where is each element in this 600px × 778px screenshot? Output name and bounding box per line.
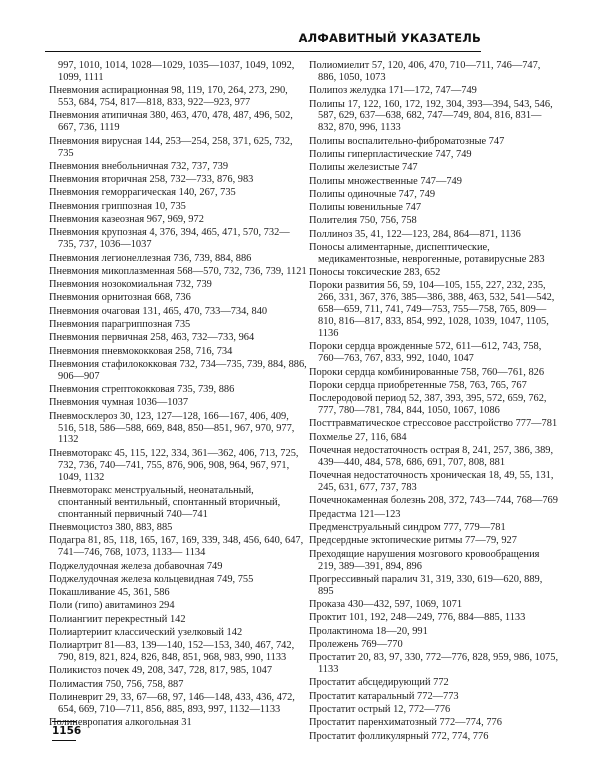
index-entry: Пневмония аспирационная 98, 119, 170, 264, 273, 290, 553, 684, 754, 817—818, 833, 922—923, 977 (49, 85, 288, 109)
index-entry: Пневмония внебольничная 732, 737, 739 (49, 160, 229, 172)
index-entry: Пневмония нозокомиальная 732, 739 (49, 279, 212, 291)
index-entry: Пролактинома 18—20, 991 (309, 625, 428, 637)
index-entry: Полиартрит 81—83, 139—140, 152—153, 340, 467, 742, 790, 819, 821, 824, 826, 848, 851, 968, 983, 990, 1133 (49, 640, 295, 664)
index-entry: Пневмосклероз 30, 123, 127—128, 166—167, 406, 409, 516, 518, 586—588, 669, 848, 850—851, 967, 970, 977, 1132 (49, 410, 295, 446)
index-entry: Почечная недостаточность острая 8, 241, 257, 386, 389, 439—440, 484, 578, 686, 691, 707, 808, 881 (309, 445, 554, 468)
index-entry: Полиангиит перекрестный 142 (49, 613, 186, 625)
index-entry: Простатит катаральный 772—773 (309, 690, 459, 702)
index-entry: Простатит паренхиматозный 772—774, 776 (309, 717, 502, 729)
index-entry: Пневмония очаговая 131, 465, 470, 733—734, 840 (49, 305, 268, 317)
index-entry: Простатит острый 12, 772—776 (309, 703, 451, 715)
index-entry: Пороки развития 56, 59, 104—105, 155, 227, 232, 235, 266, 331, 367, 376, 385—386, 388, 463, 532, 541—542, 658—659, 711, 741, 749—753, 755—758, 765, 809—810, 816—817, 833, 854, 992, 1028, 1039, 1047, 1105, 1136 (309, 280, 555, 340)
index-entry: Полипоз желудка 171—172, 747—749 (309, 85, 477, 97)
index-entry: Поли (гипо) авитаминоз 294 (49, 600, 175, 612)
index-entry-continuation: 997, 1010, 1014, 1028—1029, 1035—1037, 1049, 1092, 1099, 1111 (58, 60, 295, 83)
index-entry: Преходящие нарушения мозгового кровообращения 219, 389—391, 894, 896 (309, 548, 540, 572)
index-entry: Полиневропатия алкогольная 31 (49, 717, 192, 729)
index-entry: Пневмония стафилококковая 732, 734—735, 739, 884, 886, 906—907 (49, 358, 307, 382)
index-entry: Прогрессивный паралич 31, 319, 330, 619—620, 889, 895 (309, 573, 543, 597)
index-entry: Полиартериит классический узелковый 142 (49, 626, 243, 638)
index-entry: Пневмония казеозная 967, 969, 972 (49, 214, 204, 225)
index-entry: Полиомиелит 57, 120, 406, 470, 710—711, 746—747, 886, 1050, 1073 (309, 60, 541, 83)
index-entry: Предастма 121—123 (309, 508, 401, 520)
index-entry: Поносы токсические 283, 652 (309, 267, 441, 279)
index-entry: Пневмония геморрагическая 140, 267, 735 (49, 187, 236, 199)
index-entry: Пороки сердца комбинированные 758, 760—761, 826 (309, 366, 545, 378)
index-entry: Пневмония стрептококковая 735, 739, 886 (49, 384, 235, 396)
index-entry: Пневмоторакс 45, 115, 122, 334, 361—362, 406, 713, 725, 732, 736, 740—741, 755, 876, 906, 908, 964, 967, 971, 1049, 1132 (49, 447, 299, 483)
index-entry: Поджелудочная железа добавочная 749 (49, 560, 223, 572)
index-entry: Пневмония вторичная 258, 732—733, 876, 983 (49, 174, 254, 186)
index-entry: Пневмония первичная 258, 463, 732—733, 964 (49, 332, 255, 344)
index-entry: Поликистоз почек 49, 208, 347, 728, 817, 985, 1047 (49, 665, 273, 677)
index-entry: Полипы ювенильные 747 (309, 202, 422, 214)
index-entry: Пневмония парагриппозная 735 (49, 318, 191, 330)
index-entry: Пневмония орнитозная 668, 736 (49, 292, 191, 304)
index-entry: Полипы гиперпластические 747, 749 (309, 148, 472, 160)
index-entry: Простатит 20, 83, 97, 330, 772—776, 828, 959, 986, 1075, 1133 (309, 652, 559, 676)
index-entry: Полителия 750, 756, 758 (309, 215, 417, 227)
index-column-left (49, 60, 307, 731)
index-entry: Пневмоторакс менструальный, неонатальный, спонтанный вентильный, спонтанный вторичный, спонтанный первичный 740—741 (49, 484, 281, 520)
index-entry: Предсердные эктопические ритмы 77—79, 927 (309, 535, 517, 547)
index-column-right (309, 60, 559, 744)
index-entry: Полипы железистые 747 (309, 162, 418, 174)
index-entry: Подагра 81, 85, 118, 165, 167, 169, 339, 348, 456, 640, 647, 741—746, 768, 1073, 1133— 1134 (49, 535, 304, 559)
index-entry: Пневмоцистоз 380, 883, 885 (49, 522, 173, 533)
index-entry: Пневмония вирусная 144, 253—254, 258, 371, 625, 732, 735 (49, 135, 293, 159)
index-entry: Полипы множественные 747—749 (309, 175, 462, 187)
index-entry: Полипы 17, 122, 160, 172, 192, 304, 393—394, 543, 546, 587, 629, 637—638, 682, 747—749, 804, 816, 831—832, 870, 996, 1133 (309, 98, 553, 134)
running-header (45, 29, 481, 52)
index-entry: Почечная недостаточность хроническая 18, 49, 55, 131, 245, 631, 677, 737, 783 (309, 470, 554, 494)
index-entry: Поллиноз 35, 41, 122—123, 284, 864—871, 1136 (309, 228, 521, 240)
page-number: 1156 (52, 721, 76, 741)
index-entry: Полипы одиночные 747, 749 (309, 188, 436, 200)
index-entry: Поджелудочная железа кольцевидная 749, 755 (49, 573, 254, 585)
index-entry: Простатит фолликулярный 772, 774, 776 (309, 730, 489, 742)
index-entry: Пневмония атипичная 380, 463, 470, 478, 487, 496, 502, 667, 736, 1119 (49, 110, 293, 134)
index-entry: Пневмония легионеллезная 736, 739, 884, 886 (49, 252, 252, 264)
index-entry: Покашливание 45, 361, 586 (49, 587, 170, 599)
index-entry: Проказа 430—432, 597, 1069, 1071 (309, 599, 463, 610)
index-entry: Пневмония пневмококковая 258, 716, 734 (49, 345, 233, 357)
index-entry: Пневмония гриппозная 10, 735 (49, 200, 186, 212)
index-entry: Предменструальный синдром 777, 779—781 (309, 522, 506, 533)
index-entry: Полиневрит 29, 33, 67—68, 97, 146—148, 433, 436, 472, 654, 669, 710—711, 856, 885, 893, 997, 1132—1133 (49, 692, 295, 715)
index-entry: Похмелье 27, 116, 684 (309, 431, 407, 443)
section-title: АЛФАВИТНЫЙ УКАЗАТЕЛЬ (298, 31, 481, 45)
index-entry: Пневмония крупозная 4, 376, 394, 465, 471, 570, 732—735, 737, 1036—1037 (49, 227, 290, 251)
index-entry: Пролежень 769—770 (309, 638, 403, 650)
index-entry: Пороки сердца врожденные 572, 611—612, 743, 758, 760—763, 767, 833, 992, 1040, 1047 (309, 341, 542, 365)
index-entry: Пороки сердца приобретенные 758, 763, 765, 767 (309, 379, 527, 391)
index-entry: Почечнокаменная болезнь 208, 372, 743—744, 768—769 (309, 495, 558, 507)
index-entry: Полипы воспалительно-фиброматозные 747 (309, 135, 505, 147)
index-entry: Пневмония микоплазменная 568—570, 732, 736, 739, 1121 (49, 265, 307, 277)
index-entry: Проктит 101, 192, 248—249, 776, 884—885, 1133 (309, 612, 526, 624)
index-entry: Послеродовой период 52, 387, 393, 395, 572, 659, 762, 777, 780—781, 784, 844, 1050, 1067, 1086 (309, 393, 547, 417)
index-entry: Простатит абсцедирующий 772 (309, 677, 449, 689)
index-entry: Поносы алиментарные, диспептические, медикаментозные, неврогенные, ротавирусные 283 (309, 241, 545, 265)
index-entry: Полимастия 750, 756, 758, 887 (49, 678, 184, 690)
index-entry: Посттравматическое стрессовое расстройство 777—781 (309, 418, 558, 430)
index-entry: Пневмония чумная 1036—1037 (49, 397, 189, 409)
